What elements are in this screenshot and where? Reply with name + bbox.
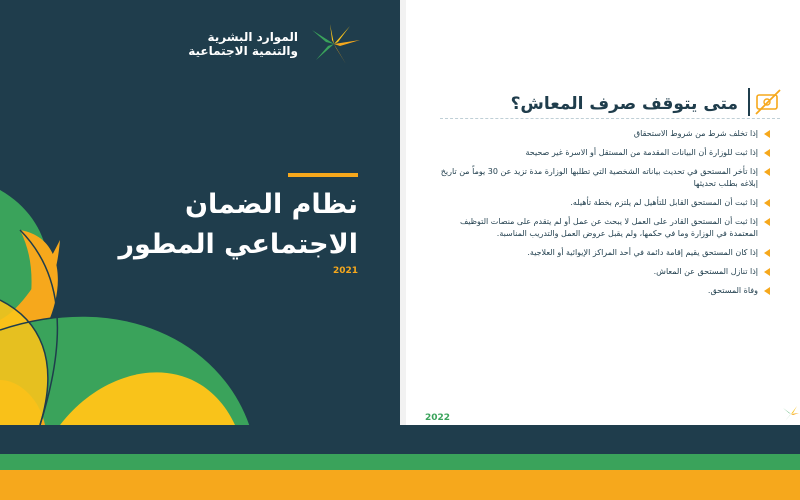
org-name-line1: الموارد البشرية — [207, 30, 298, 44]
content-panel — [400, 0, 800, 425]
bullet-icon — [764, 268, 770, 276]
stop-payment-icon — [748, 88, 782, 116]
bullet-icon — [764, 287, 770, 295]
cover-year: 2021 — [332, 266, 358, 276]
bullet-icon — [764, 249, 770, 257]
list-item: إذا تنازل المستحق عن المعاش. — [440, 266, 770, 278]
list-item: إذا كان المستحق يقيم إقامة دائمة في أحد المراكز الإيوائية أو العلاجية. — [440, 247, 770, 259]
bottom-band-green — [0, 454, 800, 470]
corner-logo-icon — [782, 405, 800, 423]
list-item: إذا تأخر المستحق في تحديث بياناته الشخصية التي تطلبها الوزارة مدة تزيد عن 30 يوماً من تاريخ إبلاغه بطلب تحديثها — [440, 166, 770, 190]
list-item: وفاة المستحق. — [440, 285, 770, 297]
bullet-icon — [764, 199, 770, 207]
title-accent-line — [288, 173, 358, 177]
bullet-icon — [764, 168, 770, 176]
heading-divider — [440, 118, 780, 119]
list-item: إذا ثبت للوزارة أن البيانات المقدمة من المستقل أو الاسرة غير صحيحة — [440, 147, 770, 159]
ministry-logo-icon — [306, 22, 362, 66]
list-item: إذا ثبت أن المستحق القادر على العمل لا يبحث عن عمل أو لم يتقدم على منصات التوظيف المعتمدة في الوزارة وما في حكمها، ولم يقبل عروض العمل والتدريب المناسبة. — [440, 216, 770, 240]
bottom-band-orange — [0, 470, 800, 500]
conditions-list — [440, 128, 770, 304]
cover-title-line2: الاجتماعي المطور — [118, 229, 358, 260]
bullet-icon — [764, 130, 770, 138]
list-item: إذا تخلف شرط من شروط الاستحقاق — [440, 128, 770, 140]
cover-panel — [0, 0, 400, 425]
bullet-icon — [764, 149, 770, 157]
bullet-icon — [764, 218, 770, 226]
section-heading: متى يتوقف صرف المعاش؟ — [510, 94, 738, 114]
footer-year: 2022 — [425, 413, 451, 423]
list-item: إذا ثبت أن المستحق القابل للتأهيل لم يلتزم بخطة تأهيله. — [440, 197, 770, 209]
cover-title-line1: نظام الضمان — [184, 189, 358, 220]
ministry-logo — [188, 22, 362, 66]
org-name-line2: والتنمية الاجتماعية — [188, 44, 298, 58]
bottom-band-navy — [0, 425, 800, 454]
cover-title — [58, 185, 358, 265]
